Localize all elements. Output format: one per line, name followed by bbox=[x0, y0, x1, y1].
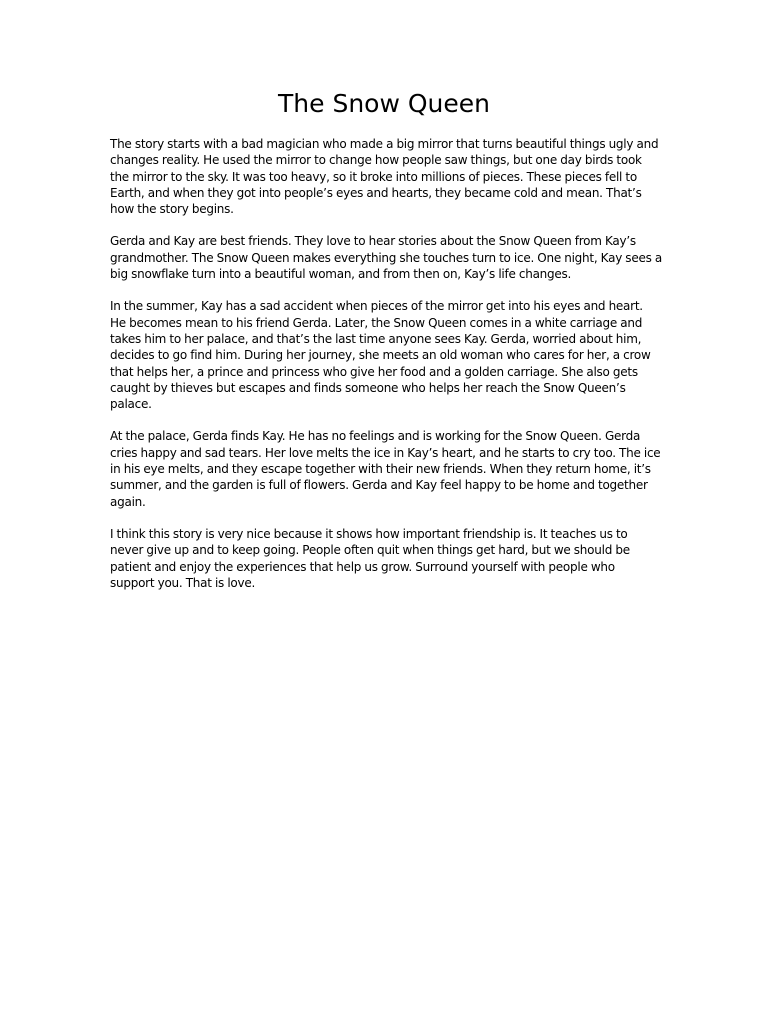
document-title: The Snow Queen bbox=[278, 89, 490, 118]
paragraph-2: Gerda and Kay are best friends. They love to hear stories about the Snow Queen from Kay’s grandmother. The Snow Queen makes everything she touches turn to ice. One night, Kay sees a big snowflake turn into a beautiful woman, and from then on, Kay’s life changes. bbox=[110, 234, 662, 282]
document-body bbox=[110, 136, 662, 607]
paragraph-3: In the summer, Kay has a sad accident when pieces of the mirror get into his eyes and heart. He becomes mean to his friend Gerda. Later, the Snow Queen comes in a white carriage and takes him to her palace, and that’s the last time anyone sees Kay. Gerda, worried about him, decides to go find him. During her journey, she meets an old woman who cares for her, a crow that helps her, a prince and princess who give her food and a golden carriage. She also gets caught by thieves but escapes and finds someone who helps her reach the Snow Queen’s palace. bbox=[110, 299, 651, 412]
paragraph-5: I think this story is very nice because it shows how important friendship is. It teaches us to never give up and to keep going. People often quit when things get hard, but we should be patient and enjoy the experiences that help us grow. Surround yourself with people who support you. That is love. bbox=[110, 526, 630, 590]
paragraph-4: At the palace, Gerda finds Kay. He has no feelings and is working for the Snow Queen. Gerda cries happy and sad tears. Her love melts the ice in Kay’s heart, and he starts to cry too. The ice in his eye melts, and they escape together with their new friends. When they return home, it’s summer, and the garden is full of flowers. Gerda and Kay feel happy to be home and together again. bbox=[110, 429, 661, 509]
paragraph-1: The story starts with a bad magician who made a big mirror that turns beautiful things ugly and changes reality. He used the mirror to change how people saw things, but one day birds took the mirror to the sky. It was too heavy, so it broke into millions of pieces. These pieces fell to Earth, and when they got into people’s eyes and hearts, they became cold and mean. That’s how the story begins. bbox=[110, 137, 659, 217]
